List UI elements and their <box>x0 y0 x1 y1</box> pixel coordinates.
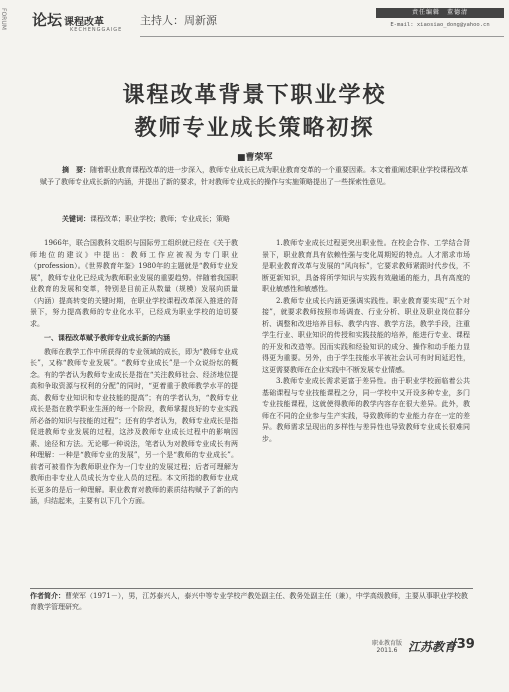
magazine-issue <box>372 640 402 654</box>
note-divider <box>30 588 473 589</box>
section-name: 论坛 <box>32 11 63 29</box>
editor-label: 责任编辑 董德清 <box>376 8 504 18</box>
section-english: KECHENGGAIGE <box>70 27 123 33</box>
author-note <box>30 591 473 613</box>
author-note-label: 作者简介： <box>30 592 65 600</box>
keywords-label: 关键词： <box>62 215 90 223</box>
article-title-line2: 教师专业成长策略初探 <box>134 116 375 141</box>
author-note-text: 曹荣军（1971－），男，江苏泰兴人，泰兴中等专业学校产教处副主任、教务处副主任（兼），中学高级教师，主要从事职业学校教育教学管理研究。 <box>30 592 468 611</box>
left-column <box>30 238 238 508</box>
section-heading: 一、课程改革赋予教师专业成长新的内涵 <box>44 334 170 342</box>
keywords-text: 课程改革；职业学校；教师；专业成长；策略 <box>90 215 230 223</box>
page-header <box>0 0 509 44</box>
abstract-label: 摘 要： <box>62 166 90 174</box>
paragraph: 教师在教学工作中所获得的专业领域的成长，即为“教师专业成长”，又称“教师专业发展”。“教师专业成长”是一个众说纷纭的概念。有的学者认为教师专业成长是指在“关注教师社会、经济地位提高和争取资源与权利的分配”的同时，“更着重于教师教学水平的提高、教师专业知识和专业技能的提高”；有的学者认为，“教师专业成长是指在教学职业生涯的每一个阶段，教师掌握良好的专业实践所必备的知识与技能的过程”；还有的学者认为，教师专业成长是指促进教师专业发展的过程，这涉及教师专业成长过程中的影响因素、途径和方法。无论哪一种说法，笔者认为对教师专业成长有两种理解：一种是“教师专业的发展”，另一个是“教师的专业成长”。前者可被看作为教师职业作为一门专业的发展过程；后者可理解为教师由非专业人员成长为专业人员的过程。本文所指的教师专业成长更多的是后一种理解。职业教育对教师的素质结构赋予了新的内涵，归结起来，主要有以下几个方面。 <box>30 347 238 505</box>
page-number: /39 <box>452 637 475 652</box>
forum-side-label: FORUM <box>0 8 7 30</box>
magazine-date: 2011.6 <box>376 647 398 654</box>
paragraph: 3.教师专业成长需求更富于差异性。由于职业学校面临着公共基础课程与专业技能课程之分，同一学校中又开设多种专业，多门专业技能课程，这就使得教师的教学内容存在很大差异。此外，教师在不同的企业参与生产实践，导致教师的专业能力存在一定的差异。教师需求呈现出的多样性与差异性也导致教师专业成长很难同步。 <box>262 377 470 443</box>
host-name: 主持人：周新源 <box>140 14 217 27</box>
paragraph: 2.教师专业成长内涵更强调实践性。职业教育要实现“五个对接”，就要求教师按照市场调查、行业分析、职业及职业岗位群分析、调整和改进培养目标、教学内容、教学方法，教学手段，注重学生行业、职业知识的传授和实践技能的培养，能进行专业、课程的开发和改造等。因而实践和经验知识的成分、操作和动手能力显得更为重要。另外，由于学生技能水平被社会认可有时间延迟性，这更需要教师在企业实践中不断发展专业情感。 <box>262 296 470 374</box>
article-author: ■曹荣军 <box>237 153 273 163</box>
article-title-line1: 课程改革背景下职业学校 <box>122 83 387 108</box>
section-subtitle: 课程改革 <box>64 17 105 28</box>
magazine-edition: 职业教育版 <box>372 640 403 647</box>
paragraph: 1.教师专业成长过程更突出职业性。在校企合作、工学结合背景下，职业教育具有依赖性强与变化周期短的特点。人才需求市场是职业教育改革与发展的“风向标”，它要求教师紧跟时代步伐，不断更新知识，具备将所学知识与实践有效融通的能力，具有高度的职业敏感性和敏感性。 <box>262 239 470 293</box>
keywords <box>62 214 230 224</box>
header-divider <box>140 36 504 37</box>
abstract <box>40 164 468 188</box>
editor-email: E-mail: xiaosiao_dong@yahoo.cn <box>390 22 490 28</box>
right-column <box>262 238 470 445</box>
paragraph: 1966年，联合国教科文组织与国际劳工组织就已经在《关于教师地位的建议》中提出：教师工作应被视为专门职业（profession）。《世界教育年鉴》1980年的主题就是“教师专业发展”，教师专业化已经成为教师职业发展的重要趋势。伴随着我国职业教育的发展和变革，特别是目前正从数量（规模）发展向质量（内涵）提高转变的关键时期，在职业学校课程改革深入推进的背景下，努力提高教师的专业化水平，已经成为职业学校的迫切要求。 <box>30 239 238 328</box>
abstract-text: 随着职业教育课程改革的进一步深入，教师专业成长已成为职业教育变革的一个重要因素。本文着重阐述职业学校课程改革赋予了教师专业成长新的内涵，并提出了新的要求，针对教师专业成长的操作与实施策略提出了一些探索性意见。 <box>40 166 468 186</box>
magazine-brand: 江苏教育 <box>408 640 457 654</box>
